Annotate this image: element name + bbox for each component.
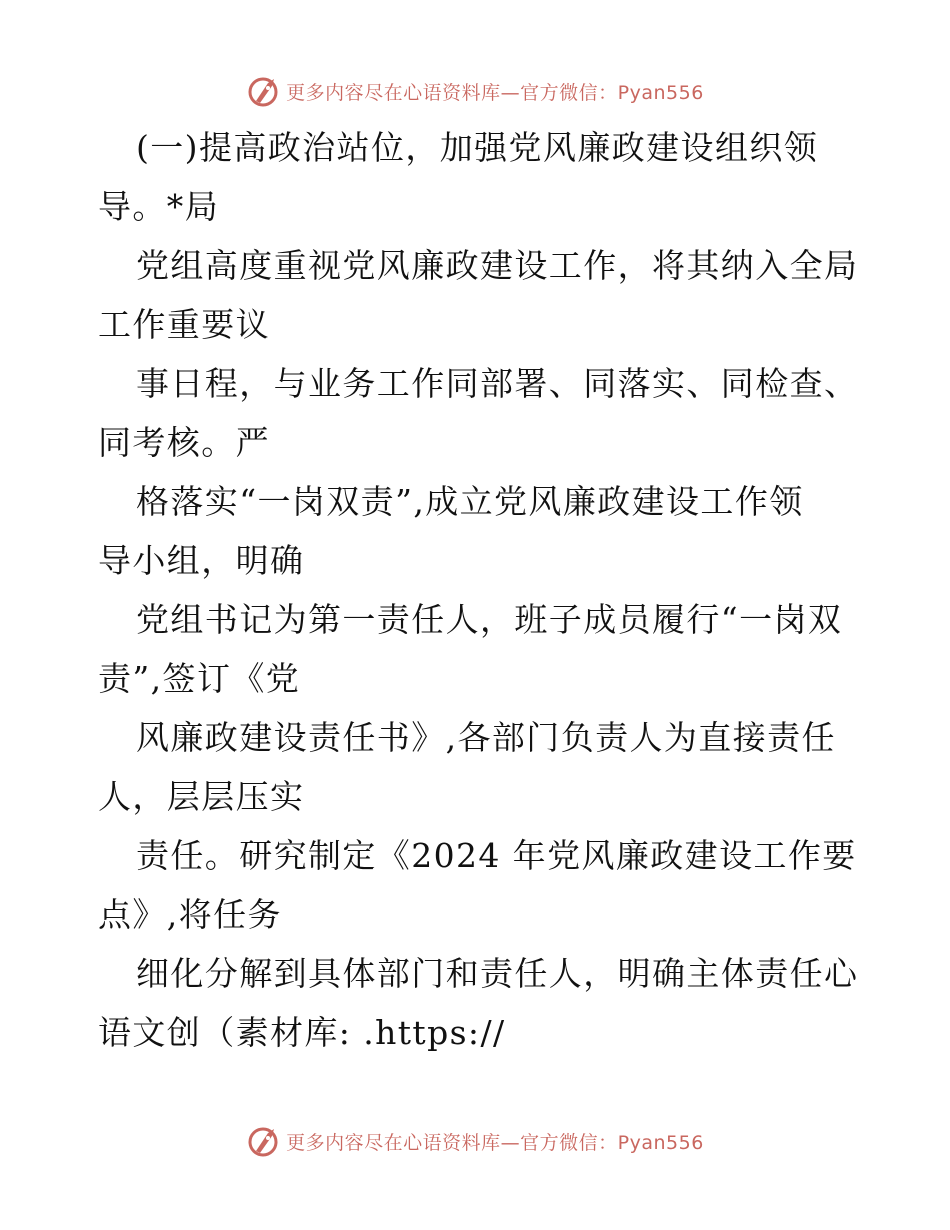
text-line: 同考核。严	[98, 423, 270, 462]
banner-text: 更多内容尽在心语资料库—官方微信：Pyan556	[286, 81, 704, 104]
pen-nib-logo-icon	[246, 1123, 282, 1159]
text-line: 风廉政建设责任书》,各部门负责人为直接责任	[136, 718, 836, 757]
text-line: (一)提高政治站位，加强党风廉政建设组织领	[136, 128, 819, 167]
text-line: 语文创（素材库: .https://	[98, 1013, 506, 1052]
text-line: 事日程，与业务工作同部署、同落实、同检查、	[136, 364, 859, 403]
document-body	[98, 118, 858, 1062]
text-line: 格落实“一岗双责”,成立党风廉政建设工作领	[136, 482, 804, 521]
text-line: 责任。研究制定《2024 年党风廉政建设工作要	[136, 836, 857, 875]
text-line: 人，层层压实	[98, 777, 305, 816]
header-watermark-banner	[0, 71, 950, 111]
text-line: 党组书记为第一责任人，班子成员履行“一岗双	[136, 600, 843, 639]
text-line: 责”,签订《党	[98, 659, 301, 698]
text-line: 细化分解到具体部门和责任人，明确主体责任心	[136, 954, 859, 993]
text-line: 工作重要议	[98, 305, 270, 344]
text-line: 党组高度重视党风廉政建设工作，将其纳入全局	[136, 246, 859, 285]
text-line: 导小组，明确	[98, 541, 305, 580]
footer-watermark-banner	[0, 1121, 950, 1161]
pen-nib-logo-icon	[246, 73, 282, 109]
text-line: 点》,将任务	[98, 895, 282, 934]
text-line: 导。*局	[98, 187, 220, 226]
banner-text: 更多内容尽在心语资料库—官方微信：Pyan556	[286, 1131, 704, 1154]
